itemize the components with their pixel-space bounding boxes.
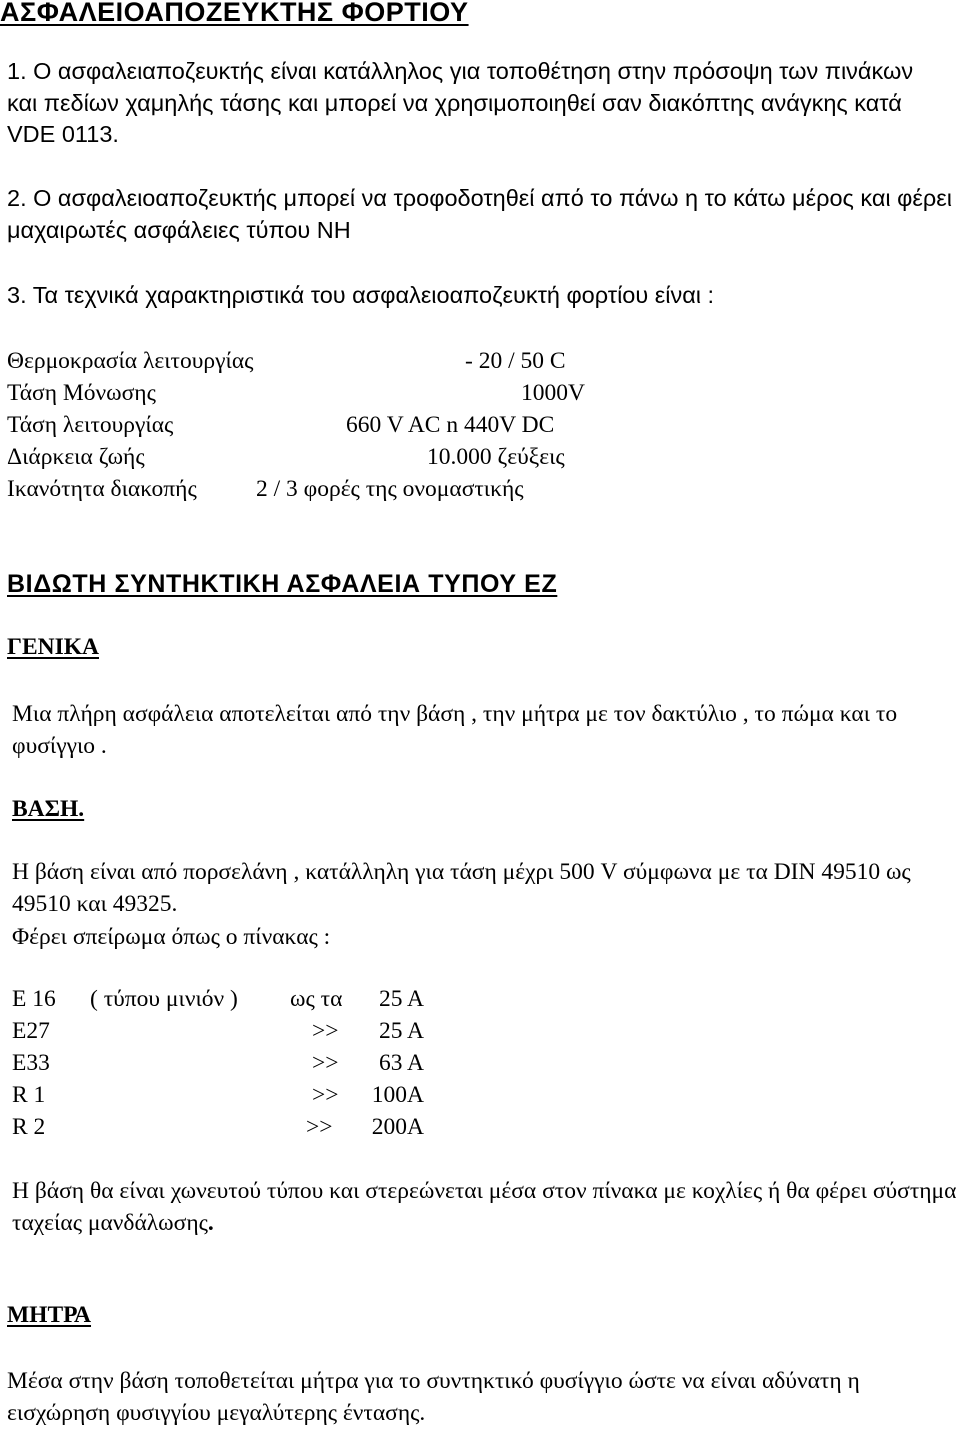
spec-label: Ικανότητα διακοπής bbox=[7, 476, 197, 502]
thread-rating: 200A bbox=[371, 1114, 424, 1140]
point-2: 2. Ο ασφαλειοαποζευκτής μπορεί να τροφοδοτηθεί από το πάνω η το κάτω μέρος και φέρει μαχαιρωτές ασφάλειες τύπου ΝΗ bbox=[7, 185, 952, 243]
matrix-heading: ΜΗΤΡΑ bbox=[7, 1302, 92, 1328]
thread-type: E33 bbox=[12, 1050, 50, 1076]
spec-value: - 20 / 50 C bbox=[465, 348, 566, 374]
point-1: 1. Ο ασφαλειαποζευκτής είναι κατάλληλος για τοποθέτηση στην πρόσοψη των πινάκων και πεδίων χαμηλής τάσης και μπορεί να χρησιμοποιηθεί σαν διακόπτης ανάγκης κατά VDE 0113. bbox=[7, 58, 914, 147]
thread-type: R 1 bbox=[12, 1082, 46, 1108]
base-text-3-end: . bbox=[207, 1209, 214, 1236]
matrix-text: Μέσα στην βάση τοποθετείται μήτρα για το συντηκτικό φυσίγγιο ώστε να είναι αδύνατη η εισχώρηση φυσιγγίου μεγαλύτερης έντασης. bbox=[7, 1368, 860, 1426]
base-text-2: Φέρει σπείρωμα όπως ο πίνακας : bbox=[12, 924, 331, 950]
spec-value: 660 V AC n 440V DC bbox=[346, 412, 555, 438]
thread-rating: 25 A bbox=[378, 1018, 424, 1044]
thread-sep: >> bbox=[312, 1018, 339, 1044]
base-text-1: Η βάση είναι από πορσελάνη , κατάλληλη για τάση μέχρι 500 V σύμφωνα με τα DIN 49510 ως 49510 και 49325. bbox=[12, 859, 911, 917]
thread-sep: ως τα bbox=[290, 986, 343, 1012]
base-text-3 bbox=[12, 1176, 957, 1239]
thread-rating: 63 A bbox=[378, 1050, 424, 1076]
spec-label: Διάρκεια ζωής bbox=[7, 444, 145, 470]
spec-value: 1000V bbox=[521, 380, 585, 406]
point-3: 3. Τα τεχνικά χαρακτηριστικά του ασφαλειοαποζευκτή φορτίου είναι : bbox=[7, 282, 715, 308]
spec-label: Τάση λειτουργίας bbox=[7, 412, 174, 438]
document-title: ΑΣΦΑΛΕΙΟΑΠΟΖΕΥΚΤΗΣ ΦΟΡΤΙΟΥ bbox=[0, 0, 469, 27]
thread-rating: 25 A bbox=[378, 986, 424, 1012]
thread-note: ( τύπου μινιόν ) bbox=[90, 986, 238, 1012]
base-text-3-body: Η βάση θα είναι χωνευτού τύπου και στερεώνεται μέσα στον πίνακα με κοχλίες ή θα φέρει σύστημα ταχείας μανδάλωσης bbox=[12, 1178, 957, 1236]
base-heading: ΒΑΣΗ. bbox=[12, 796, 85, 822]
section-heading: ΒΙΔΩΤΗ ΣΥΝΤΗΚΤΙΚΗ ΑΣΦΑΛΕΙΑ ΤΥΠΟΥ ΕΖ bbox=[7, 570, 558, 598]
thread-type: R 2 bbox=[12, 1114, 46, 1140]
general-text: Μια πλήρη ασφάλεια αποτελείται από την βάση , την μήτρα με τον δακτύλιο , το πώμα και το φυσίγγιο . bbox=[12, 701, 898, 759]
thread-sep: >> bbox=[312, 1082, 339, 1108]
thread-type: E 16 bbox=[12, 986, 56, 1012]
thread-sep: >> bbox=[306, 1114, 333, 1140]
thread-rating: 100A bbox=[371, 1082, 424, 1108]
spec-value: 10.000 ζεύξεις bbox=[427, 444, 565, 470]
thread-sep: >> bbox=[312, 1050, 339, 1076]
spec-value: 2 / 3 φορές της ονομαστικής bbox=[256, 476, 524, 502]
spec-label: Θερμοκρασία λειτουργίας bbox=[7, 348, 254, 374]
thread-type: E27 bbox=[12, 1018, 50, 1044]
general-heading: ΓΕΝΙΚΑ bbox=[7, 634, 99, 660]
spec-label: Τάση Μόνωσης bbox=[7, 380, 156, 406]
